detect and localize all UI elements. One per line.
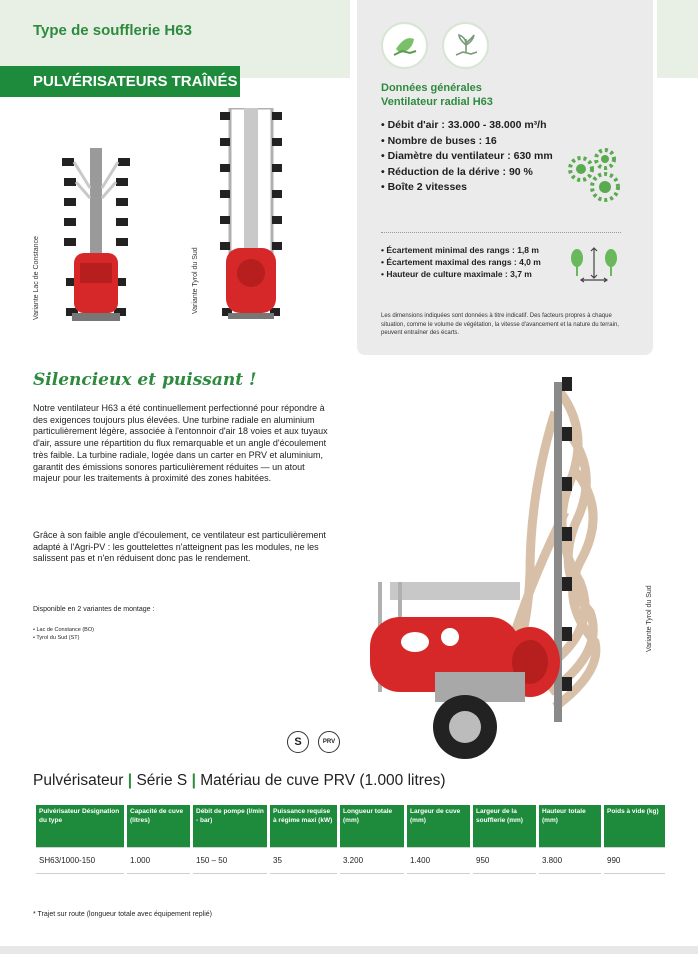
table-cell: 3.800 bbox=[539, 847, 601, 874]
available-variants-list bbox=[33, 626, 94, 642]
panel-note: Les dimensions indiquées sont données à titre indicatif. Des facteurs propres à chaque situation, comme le volume de végétation, la vitesse d'avancement et la nature du terrain, peuvent entraîner des écarts. bbox=[381, 313, 619, 336]
spec-item: • Diamètre du ventilateur : 630 mm bbox=[381, 149, 553, 165]
spec-item: • Débit d'air : 33.000 - 38.000 m³/h bbox=[381, 118, 553, 134]
spec-item: • Nombre de buses : 16 bbox=[381, 134, 553, 150]
main-specs-list bbox=[381, 118, 553, 196]
table-cell: 1.400 bbox=[407, 847, 470, 874]
series-title-separator: | bbox=[191, 772, 196, 789]
series-title bbox=[33, 772, 446, 790]
table-header-cell: Hauteur totale (mm) bbox=[539, 805, 601, 847]
variant-list-item: • Tyrol du Sud (ST) bbox=[33, 634, 94, 642]
sprayer-main-image bbox=[340, 372, 640, 772]
series-title-part3: Matériau de cuve PRV (1.000 litres) bbox=[200, 772, 446, 789]
available-variants-heading: Disponible en 2 variantes de montage : bbox=[33, 606, 155, 613]
row-spec-item: • Écartement maximal des rangs : 4,0 m bbox=[381, 256, 541, 268]
row-spacing-trees-icon bbox=[569, 244, 619, 289]
bottom-strip bbox=[0, 946, 698, 954]
series-title-part1: Pulvérisateur bbox=[33, 772, 124, 789]
prv-badge: PRV bbox=[318, 731, 340, 753]
table-header-cell: Largeur de cuve (mm) bbox=[407, 805, 470, 847]
table-header-cell: Poids à vide (kg) bbox=[604, 805, 665, 847]
table-row bbox=[36, 847, 665, 874]
variant-list-item: • Lac de Constance (BO) bbox=[33, 626, 94, 634]
table-cell: 990 bbox=[604, 847, 665, 874]
series-title-part2: Série S bbox=[136, 772, 188, 789]
series-title-separator: | bbox=[127, 772, 133, 789]
intro-paragraph-2: Grâce à son faible angle d'écoulement, ce ventilateur est particulièrement adapté à l'Agri-PV : les gouttelettes n'atteignent pas les modules, ne les salissent pas et n'en réduisent donc pas le rendement. bbox=[33, 530, 326, 564]
intro-paragraph-1: Notre ventilateur H63 a été continuellement perfectionné pour répondre à des exigences toujours plus élevées. Une turbine radiale en aluminium particulièrement légère, associée à l'entonnoir d'air 18 voies et aux tuyaux d'air, assure une répartition du flux remarquable et un angle d'écoulement très faible. La turbine radiale, logée dans un carter en PRV et aluminium, garantit des émissions sonores particulièrement réduites — un atout majeur pour les traitements à proximité des zones habitées. bbox=[33, 403, 328, 484]
page-title: Type de soufflerie H63 bbox=[33, 22, 192, 39]
table-header-cell: Pulvérisateur Désignation du type bbox=[36, 805, 124, 847]
tagline: Silencieux et puissant ! bbox=[33, 370, 257, 390]
panel-heading bbox=[381, 81, 493, 109]
row-spec-item: • Écartement minimal des rangs : 1,8 m bbox=[381, 244, 541, 256]
table-cell: SH63/1000-150 bbox=[36, 847, 124, 874]
section-banner: PULVÉRISATEURS TRAÎNÉS bbox=[0, 66, 240, 97]
table-header-cell: Débit de pompe (l/min - bar) bbox=[193, 805, 267, 847]
row-spec-item: • Hauteur de culture maximale : 3,7 m bbox=[381, 268, 541, 280]
variant-label-tyrol-sud: Variante Tyrol du Sud bbox=[192, 247, 199, 314]
table-cell: 150 – 50 bbox=[193, 847, 267, 874]
variant-label-tyrol-sud-main: Variante Tyrol du Sud bbox=[646, 585, 653, 652]
table-header-cell: Capacité de cuve (litres) bbox=[127, 805, 190, 847]
gears-icon bbox=[565, 145, 621, 210]
table-header-cell: Largeur de la soufflerie (mm) bbox=[473, 805, 536, 847]
table-header-cell: Puissance requise à régime maxi (kW) bbox=[270, 805, 337, 847]
spec-item: • Réduction de la dérive : 90 % bbox=[381, 165, 553, 181]
table-header-cell: Longueur totale (mm) bbox=[340, 805, 404, 847]
table-cell: 3.200 bbox=[340, 847, 404, 874]
series-s-badge: S bbox=[287, 731, 309, 753]
variant-label-lac-constance: Variante Lac de Constance bbox=[33, 236, 40, 320]
panel-heading-line1: Données générales bbox=[381, 82, 482, 94]
spec-item: • Boîte 2 vitesses bbox=[381, 180, 553, 196]
panel-heading-line2: Ventilateur radial H63 bbox=[381, 96, 493, 108]
header-right-strip bbox=[657, 0, 698, 78]
spec-table bbox=[33, 805, 668, 874]
footnote: * Trajet sur route (longueur totale avec équipement replié) bbox=[33, 911, 212, 918]
row-specs-list bbox=[381, 244, 541, 280]
general-data-panel bbox=[357, 0, 653, 355]
table-cell: 950 bbox=[473, 847, 536, 874]
variant-lac-constance-image bbox=[62, 148, 130, 333]
table-cell: 1.000 bbox=[127, 847, 190, 874]
panel-divider bbox=[381, 232, 621, 233]
table-cell: 35 bbox=[270, 847, 337, 874]
table-header-row bbox=[36, 805, 665, 847]
variant-tyrol-sud-image bbox=[220, 108, 282, 328]
plant-hand-icon bbox=[442, 22, 489, 69]
leaf-hand-icon bbox=[381, 22, 428, 69]
